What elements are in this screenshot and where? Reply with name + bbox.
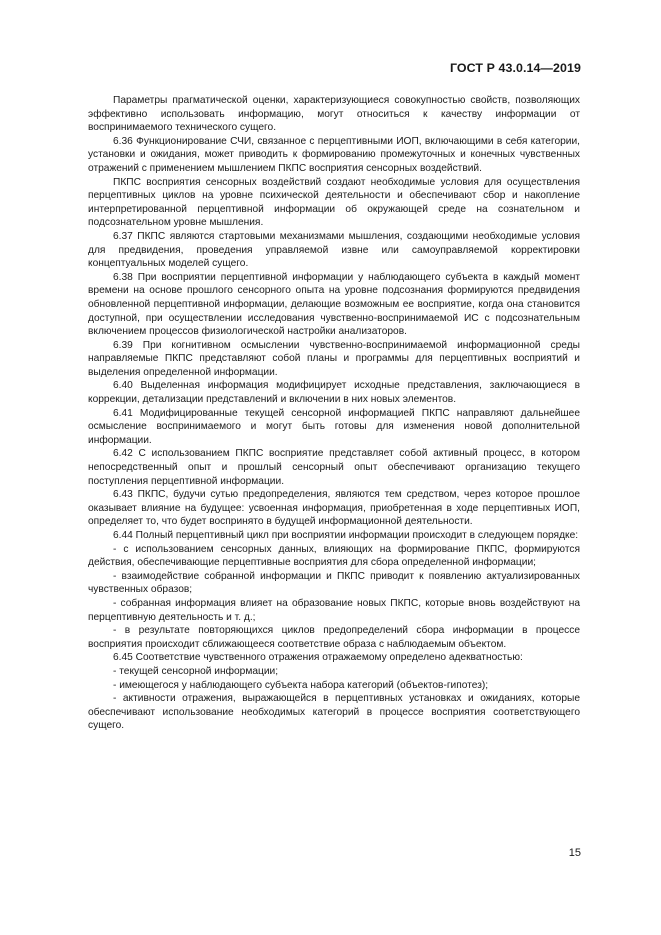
paragraph: ПКПС восприятия сенсорных воздействий создают необходимые условия для осуществления перцептивных циклов на уровне психической деятельности и обеспечивают сбор и накопление интерпретированной перцептивной информации об окружающей среде на сознательном и подсознательном уровне мышления. [88,176,580,229]
list-item: - с использованием сенсорных данных, влияющих на формирование ПКПС, формируются действия, обеспечивающие перцептивные восприятия для сбора определенной информации; [88,543,580,569]
document-body [88,94,580,733]
paragraph: 6.39 При когнитивном осмыслении чувственно-воспринимаемой информационной среды направляемые ПКПС представляют собой планы и программы для перцептивных восприятий и выделения определенной информации. [88,339,580,378]
document-code: ГОСТ Р 43.0.14—2019 [449,61,581,75]
list-item: - активности отражения, выражающейся в перцептивных установках и ожиданиях, которые обеспечивают использование необходимых категорий в процессе восприятия соответствующего сущего. [88,693,580,732]
paragraph: 6.41 Модифицированные текущей сенсорной информацией ПКПС направляют дальнейшее осмысление воспринимаемого и могут быть готовы для изменения новой дополнительной информации. [88,407,580,446]
page-number: 15 [568,847,581,859]
paragraph: 6.45 Соответствие чувственного отражения отражаемому определено адекватностью: [113,652,523,664]
list-item: - имеющегося у наблюдающего субъекта набора категорий (объектов-гипотез); [113,679,489,691]
paragraph: Параметры прагматической оценки, характеризующиеся совокупностью свойств, позволяющих эффективно использовать информацию, могут относиться к качеству информации от воспринимаемого технического сущего. [88,95,580,134]
list-item: - собранная информация влияет на образование новых ПКПС, которые вновь воздействуют на перцептивную деятельность и т. д.; [88,597,580,623]
paragraph: 6.42 С использованием ПКПС восприятие представляет собой активный процесс, в котором непосредственный опыт и прошлый сенсорный опыт обеспечивают организацию текущего поступления перцептивной информации. [88,448,580,487]
paragraph: 6.38 При восприятии перцептивной информации у наблюдающего субъекта в каждый момент времени на основе прошлого сенсорного опыта на уровне подсознания формируются предвидения обновленной перцептивной информации, делающие возможным ее восприятие, когда она становится доступной, при осуществлении исследования чувственно-воспринимаемой ИС с подсознательным включением процессов физиологической настройки анализаторов. [88,271,580,338]
paragraph: 6.36 Функционирование СЧИ, связанное с перцептивными ИОП, включающими в себя категории, установки и ожидания, может приводить к формированию промежуточных и конечных чувственных отражений с применением мышлением ПКПС восприятия сенсорных воздействий. [88,135,580,174]
paragraph: 6.43 ПКПС, будучи сутью предопределения, являются тем средством, через которое прошлое оказывает влияние на будущее: усвоенная информация, приобретенная в ходе перцептивных ИОП, определяет то, что будет воспринято в будущей информационной деятельности. [88,489,580,528]
paragraph: 6.40 Выделенная информация модифицирует исходные представления, заключающиеся в коррекции, детализации представлений и включении в них новых элементов. [88,380,580,406]
list-item: - в результате повторяющихся циклов предопределений сбора информации в процессе восприятия происходит сближающееся соответствие образа с наблюдаемым объектом. [88,625,580,650]
paragraph: 6.37 ПКПС являются стартовыми механизмами мышления, создающими необходимые условия для предвидения, проведения управляемой извне или самоуправляемой корректировки концептуальных моделей сущего. [88,230,580,270]
paragraph: 6.44 Полный перцептивный цикл при восприятии информации происходит в следующем порядке: [113,530,579,541]
list-item: - взаимодействие собранной информации и ПКПС приводит к появлению актуализированных чувственных образов; [88,570,580,596]
list-item: - текущей сенсорной информации; [113,665,279,677]
